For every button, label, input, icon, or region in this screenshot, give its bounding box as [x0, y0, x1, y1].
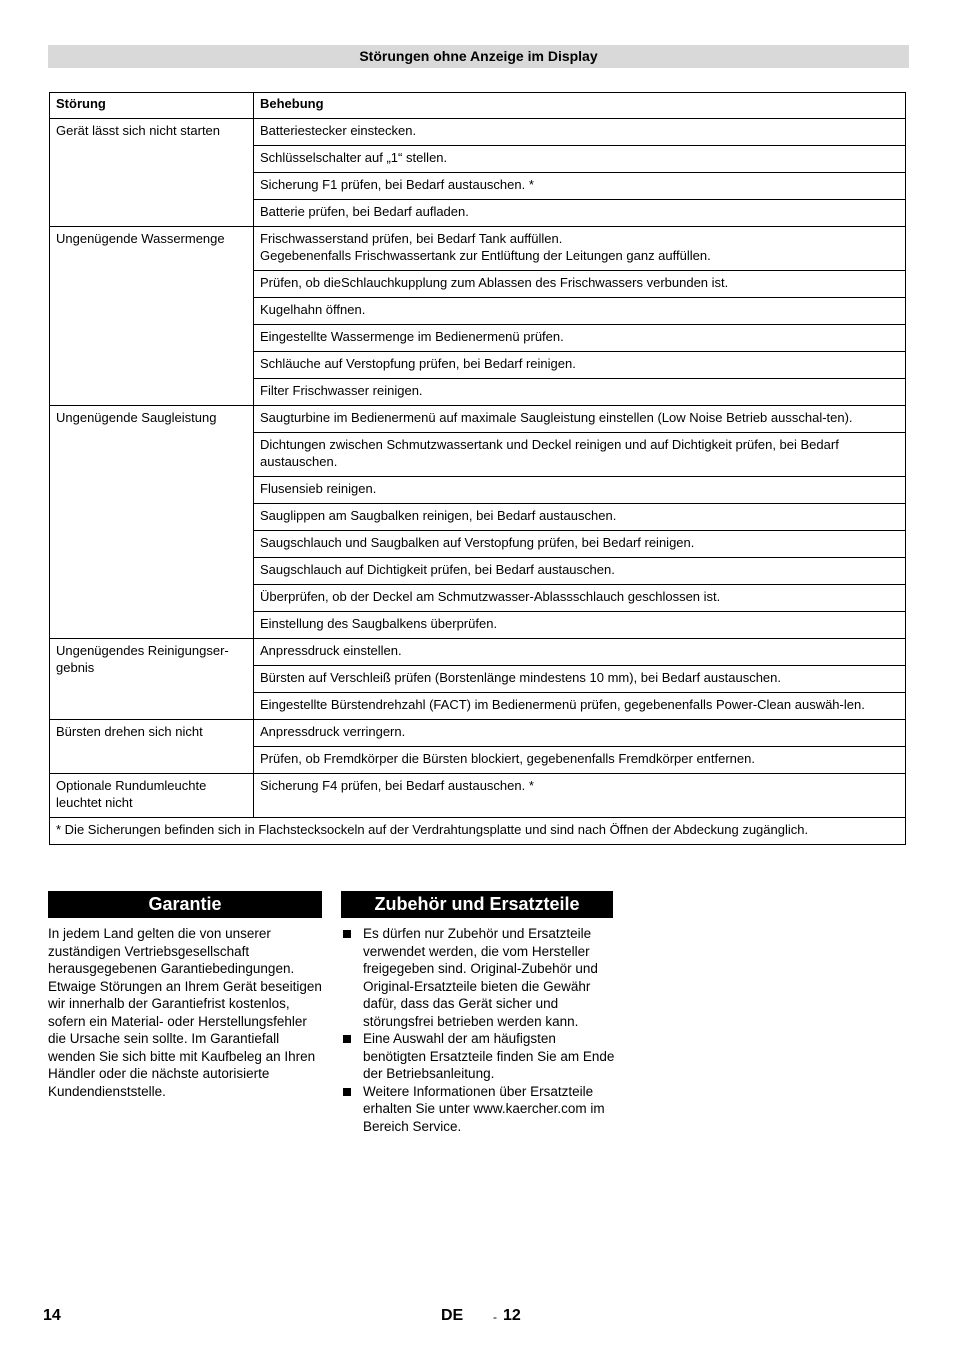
remedy-cell: Sicherung F4 prüfen, bei Bedarf austauschen. *	[254, 774, 906, 818]
table-row	[50, 119, 906, 146]
remedy-cell: Saugschlauch auf Dichtigkeit prüfen, bei Bedarf austauschen.	[254, 558, 906, 585]
problem-cell: Gerät lässt sich nicht starten	[50, 119, 254, 227]
footnote-row	[50, 818, 906, 845]
bullet-square-icon	[343, 930, 351, 938]
remedy-cell: Sicherung F1 prüfen, bei Bedarf austauschen. *	[254, 173, 906, 200]
remedy-cell: Flusensieb reinigen.	[254, 477, 906, 504]
bullet-square-icon	[343, 1035, 351, 1043]
remedy-cell: Frischwasserstand prüfen, bei Bedarf Tank auffüllen. Gegebenenfalls Frischwassertank zur Entlüftung der Leitungen ganz auffüllen.	[254, 227, 906, 271]
sub-page-number: 12	[503, 1307, 521, 1324]
bullet-square-icon	[343, 1088, 351, 1096]
table-row	[50, 639, 906, 666]
remedy-cell: Bürsten auf Verschleiß prüfen (Borstenlänge mindestens 10 mm), bei Bedarf austauschen.	[254, 666, 906, 693]
problem-cell: Ungenügendes Reinigungser-gebnis	[50, 639, 254, 720]
remedy-cell: Schläuche auf Verstopfung prüfen, bei Bedarf reinigen.	[254, 352, 906, 379]
column-header-remedy: Behebung	[254, 93, 906, 119]
list-item-text: Eine Auswahl der am häufigsten benötigten Ersatzteile finden Sie am Ende der Betriebsanleitung.	[363, 1031, 615, 1081]
remedy-cell: Schlüsselschalter auf „1“ stellen.	[254, 146, 906, 173]
table-row	[50, 406, 906, 433]
page-separator: -	[493, 1310, 497, 1324]
list-item	[341, 1083, 616, 1136]
page-number: 14	[43, 1307, 61, 1324]
problem-cell: Ungenügende Wassermenge	[50, 227, 254, 406]
remedy-cell: Prüfen, ob Fremdkörper die Bürsten blockiert, gegebenenfalls Fremdkörper entfernen.	[254, 747, 906, 774]
remedy-cell: Batteriestecker einstecken.	[254, 119, 906, 146]
remedy-cell: Eingestellte Bürstendrehzahl (FACT) im Bedienermenü prüfen, gegebenenfalls Power-Clean auswäh-len.	[254, 693, 906, 720]
problem-cell: Optionale Rundumleuchte leuchtet nicht	[50, 774, 254, 818]
remedy-cell: Anpressdruck einstellen.	[254, 639, 906, 666]
problem-cell: Ungenügende Saugleistung	[50, 406, 254, 639]
garantie-text: In jedem Land gelten die von unserer zuständigen Vertriebsgesellschaft herausgegebenen Garantiebedingungen. Etwaige Störungen an Ihrem Gerät beseitigen wir innerhalb der Garantiefrist kostenlos, sofern ein Material- oder Herstellungsfehler die Ursache sein sollte. Im Garantiefall wenden Sie sich bitte mit Kaufbeleg an Ihren Händler oder die nächste autorisierte Kundendienststelle.	[48, 926, 322, 1099]
list-item	[341, 925, 616, 1030]
table-header-row	[50, 93, 906, 119]
problem-cell: Bürsten drehen sich nicht	[50, 720, 254, 774]
remedy-cell: Filter Frischwasser reinigen.	[254, 379, 906, 406]
section-title: Störungen ohne Anzeige im Display	[48, 45, 909, 68]
list-item-text: Es dürfen nur Zubehör und Ersatzteile verwendet werden, die vom Hersteller freigegeben sind. Original-Zubehör und Original-Ersatzteile bieten die Gewähr dafür, dass das Gerät sicher und störungsfrei betrieben werden kann.	[363, 926, 598, 1029]
table-row	[50, 774, 906, 818]
remedy-cell: Kugelhahn öffnen.	[254, 298, 906, 325]
language-code: DE	[441, 1307, 464, 1324]
remedy-cell: Prüfen, ob dieSchlauchkupplung zum Ablassen des Frischwassers verbunden ist.	[254, 271, 906, 298]
remedy-cell: Sauglippen am Saugbalken reinigen, bei Bedarf austauschen.	[254, 504, 906, 531]
table-row	[50, 720, 906, 747]
remedy-cell: Eingestellte Wassermenge im Bedienermenü prüfen.	[254, 325, 906, 352]
remedy-cell: Einstellung des Saugbalkens überprüfen.	[254, 612, 906, 639]
remedy-cell: Überprüfen, ob der Deckel am Schmutzwasser-Ablassschlauch geschlossen ist.	[254, 585, 906, 612]
table-footnote: * Die Sicherungen befinden sich in Flachstecksockeln auf der Verdrahtungsplatte und sind nach Öffnen der Abdeckung zugänglich.	[50, 818, 906, 845]
remedy-cell: Anpressdruck verringern.	[254, 720, 906, 747]
remedy-cell: Batterie prüfen, bei Bedarf aufladen.	[254, 200, 906, 227]
zubehoer-heading: Zubehör und Ersatzteile	[341, 891, 613, 918]
zubehoer-list	[341, 925, 616, 1135]
list-item	[341, 1030, 616, 1083]
list-item-text: Weitere Informationen über Ersatzteile erhalten Sie unter www.kaercher.com im Bereich Service.	[363, 1083, 605, 1134]
remedy-cell: Saugturbine im Bedienermenü auf maximale Saugleistung einstellen (Low Noise Betrieb ausschal-ten).	[254, 406, 906, 433]
remedy-cell: Dichtungen zwischen Schmutzwassertank und Deckel reinigen und auf Dichtigkeit prüfen, bei Bedarf austauschen.	[254, 433, 906, 477]
column-header-problem: Störung	[50, 93, 254, 119]
remedy-cell: Saugschlauch und Saugbalken auf Verstopfung prüfen, bei Bedarf reinigen.	[254, 531, 906, 558]
garantie-heading: Garantie	[48, 891, 322, 918]
table-row	[50, 227, 906, 271]
troubleshooting-table	[49, 92, 906, 845]
